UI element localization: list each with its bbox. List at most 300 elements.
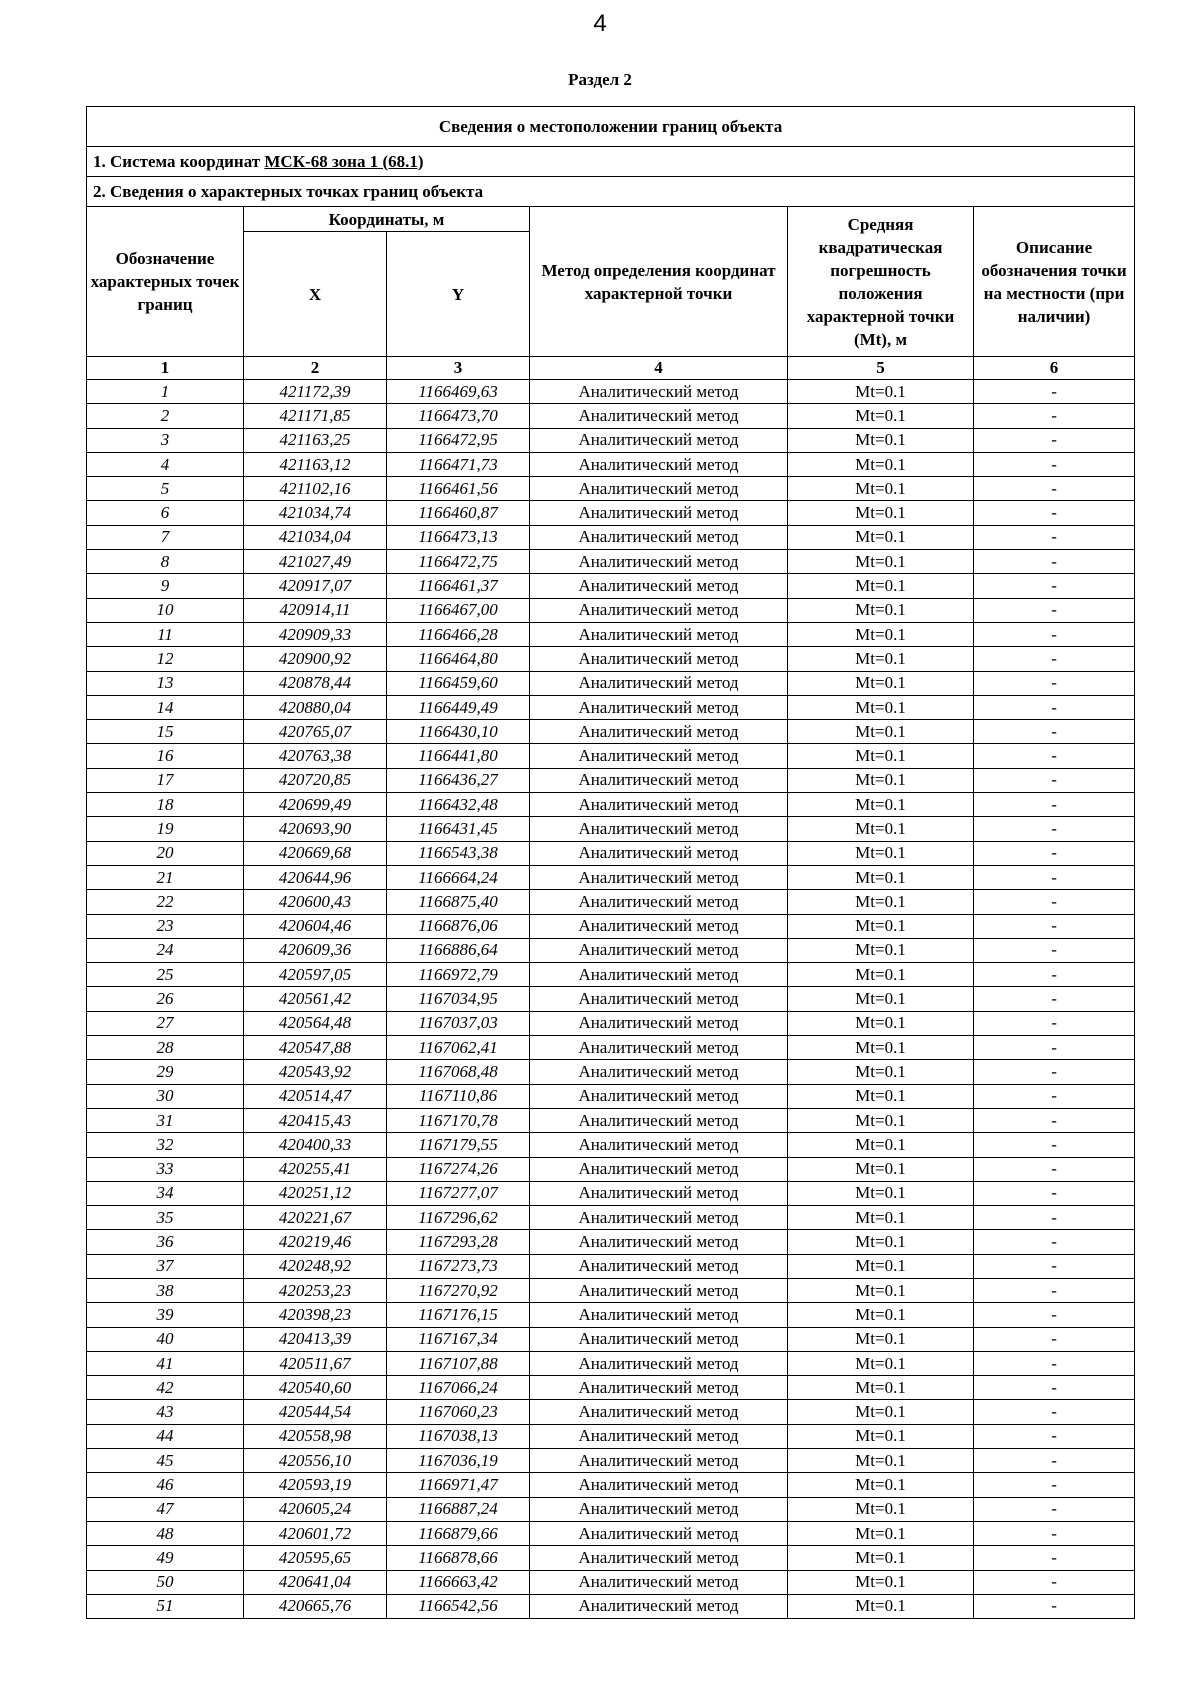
description-cell: -: [974, 1133, 1135, 1157]
header-designation: Обозначение характерных точек границ: [87, 207, 244, 357]
y-coordinate-cell: 1167293,28: [387, 1230, 530, 1254]
x-coordinate-cell: 420605,24: [244, 1497, 387, 1521]
table-row: [87, 671, 1135, 695]
description-cell: -: [974, 550, 1135, 574]
description-cell: -: [974, 1400, 1135, 1424]
description-cell: -: [974, 1108, 1135, 1132]
point-number-cell: 10: [87, 598, 244, 622]
x-coordinate-cell: 421034,74: [244, 501, 387, 525]
x-coordinate-cell: 420595,65: [244, 1546, 387, 1570]
x-coordinate-cell: 420917,07: [244, 574, 387, 598]
error-cell: Mt=0.1: [788, 1473, 974, 1497]
y-coordinate-cell: 1166972,79: [387, 963, 530, 987]
error-cell: Mt=0.1: [788, 744, 974, 768]
method-cell: Аналитический метод: [530, 1084, 788, 1108]
column-number: 2: [244, 357, 387, 380]
method-cell: Аналитический метод: [530, 744, 788, 768]
y-coordinate-cell: 1166875,40: [387, 890, 530, 914]
y-coordinate-cell: 1166664,24: [387, 865, 530, 889]
y-coordinate-cell: 1167274,26: [387, 1157, 530, 1181]
description-cell: -: [974, 914, 1135, 938]
description-cell: -: [974, 890, 1135, 914]
y-coordinate-cell: 1166886,64: [387, 938, 530, 962]
method-cell: Аналитический метод: [530, 938, 788, 962]
x-coordinate-cell: 420900,92: [244, 647, 387, 671]
description-cell: -: [974, 1327, 1135, 1351]
description-cell: -: [974, 1206, 1135, 1230]
error-cell: Mt=0.1: [788, 793, 974, 817]
error-cell: Mt=0.1: [788, 1521, 974, 1545]
point-number-cell: 1: [87, 380, 244, 404]
x-coordinate-cell: 420564,48: [244, 1011, 387, 1035]
method-cell: Аналитический метод: [530, 1133, 788, 1157]
description-cell: -: [974, 1278, 1135, 1302]
x-coordinate-cell: 420763,38: [244, 744, 387, 768]
y-coordinate-cell: 1166471,73: [387, 452, 530, 476]
x-coordinate-cell: 421163,12: [244, 452, 387, 476]
point-number-cell: 30: [87, 1084, 244, 1108]
description-cell: -: [974, 671, 1135, 695]
x-coordinate-cell: 420248,92: [244, 1254, 387, 1278]
header-error: [788, 207, 974, 357]
description-cell: -: [974, 1036, 1135, 1060]
y-coordinate-cell: 1166971,47: [387, 1473, 530, 1497]
description-cell: -: [974, 1449, 1135, 1473]
table-row: [87, 1157, 1135, 1181]
method-cell: Аналитический метод: [530, 428, 788, 452]
table-row: [87, 720, 1135, 744]
error-cell: Mt=0.1: [788, 574, 974, 598]
point-number-cell: 29: [87, 1060, 244, 1084]
point-number-cell: 11: [87, 622, 244, 646]
x-coordinate-cell: 420253,23: [244, 1278, 387, 1302]
point-number-cell: 21: [87, 865, 244, 889]
y-coordinate-cell: 1167179,55: [387, 1133, 530, 1157]
method-cell: Аналитический метод: [530, 1376, 788, 1400]
description-cell: -: [974, 1011, 1135, 1035]
method-cell: Аналитический метод: [530, 1473, 788, 1497]
description-cell: -: [974, 501, 1135, 525]
description-cell: -: [974, 1424, 1135, 1448]
table-row: [87, 1133, 1135, 1157]
description-cell: -: [974, 720, 1135, 744]
x-coordinate-cell: 420597,05: [244, 963, 387, 987]
y-coordinate-cell: 1167034,95: [387, 987, 530, 1011]
x-coordinate-cell: 420398,23: [244, 1303, 387, 1327]
point-number-cell: 19: [87, 817, 244, 841]
y-coordinate-cell: 1167066,24: [387, 1376, 530, 1400]
y-coordinate-cell: 1166459,60: [387, 671, 530, 695]
x-coordinate-cell: 420413,39: [244, 1327, 387, 1351]
method-cell: Аналитический метод: [530, 1303, 788, 1327]
x-coordinate-cell: 420511,67: [244, 1351, 387, 1375]
point-number-cell: 49: [87, 1546, 244, 1570]
header-error-text: Средняя квадратическая погрешность положения характерной точки (Mt), м: [806, 214, 955, 349]
point-number-cell: 12: [87, 647, 244, 671]
method-cell: Аналитический метод: [530, 1327, 788, 1351]
point-number-cell: 31: [87, 1108, 244, 1132]
x-coordinate-cell: 420600,43: [244, 890, 387, 914]
y-coordinate-cell: 1167110,86: [387, 1084, 530, 1108]
x-coordinate-cell: 420219,46: [244, 1230, 387, 1254]
method-cell: Аналитический метод: [530, 1036, 788, 1060]
table-row: [87, 865, 1135, 889]
method-cell: Аналитический метод: [530, 1060, 788, 1084]
point-number-cell: 9: [87, 574, 244, 598]
y-coordinate-cell: 1167107,88: [387, 1351, 530, 1375]
error-cell: Mt=0.1: [788, 1570, 974, 1594]
y-coordinate-cell: 1166449,49: [387, 695, 530, 719]
description-cell: -: [974, 1351, 1135, 1375]
error-cell: Mt=0.1: [788, 1400, 974, 1424]
point-number-cell: 16: [87, 744, 244, 768]
error-cell: Mt=0.1: [788, 865, 974, 889]
error-cell: Mt=0.1: [788, 380, 974, 404]
description-cell: -: [974, 404, 1135, 428]
point-number-cell: 48: [87, 1521, 244, 1545]
y-coordinate-cell: 1167062,41: [387, 1036, 530, 1060]
point-number-cell: 3: [87, 428, 244, 452]
coord-system-line: [87, 147, 1135, 177]
table-row: [87, 1036, 1135, 1060]
y-coordinate-cell: 1167176,15: [387, 1303, 530, 1327]
y-coordinate-cell: 1167068,48: [387, 1060, 530, 1084]
y-coordinate-cell: 1166542,56: [387, 1594, 530, 1618]
header-x: X: [244, 232, 387, 357]
method-cell: Аналитический метод: [530, 647, 788, 671]
x-coordinate-cell: 420415,43: [244, 1108, 387, 1132]
y-coordinate-cell: 1166436,27: [387, 768, 530, 792]
point-number-cell: 44: [87, 1424, 244, 1448]
y-coordinate-cell: 1167038,13: [387, 1424, 530, 1448]
method-cell: Аналитический метод: [530, 525, 788, 549]
method-cell: Аналитический метод: [530, 1424, 788, 1448]
x-coordinate-cell: 420693,90: [244, 817, 387, 841]
table-row: [87, 695, 1135, 719]
point-number-cell: 6: [87, 501, 244, 525]
method-cell: Аналитический метод: [530, 914, 788, 938]
table-row: [87, 501, 1135, 525]
error-cell: Mt=0.1: [788, 1133, 974, 1157]
table-row: [87, 380, 1135, 404]
x-coordinate-cell: 421172,39: [244, 380, 387, 404]
method-cell: Аналитический метод: [530, 1206, 788, 1230]
error-cell: Mt=0.1: [788, 1060, 974, 1084]
x-coordinate-cell: 420251,12: [244, 1181, 387, 1205]
point-number-cell: 20: [87, 841, 244, 865]
method-cell: Аналитический метод: [530, 1594, 788, 1618]
table-row: [87, 622, 1135, 646]
point-number-cell: 37: [87, 1254, 244, 1278]
table-row: [87, 1424, 1135, 1448]
method-cell: Аналитический метод: [530, 1449, 788, 1473]
table-row: [87, 1060, 1135, 1084]
method-cell: Аналитический метод: [530, 695, 788, 719]
table-row: [87, 744, 1135, 768]
error-cell: Mt=0.1: [788, 1157, 974, 1181]
section-title: Раздел 2: [568, 70, 632, 89]
method-cell: Аналитический метод: [530, 1570, 788, 1594]
error-cell: Mt=0.1: [788, 1108, 974, 1132]
table-row: [87, 598, 1135, 622]
point-number-cell: 24: [87, 938, 244, 962]
column-number: 1: [87, 357, 244, 380]
error-cell: Mt=0.1: [788, 1351, 974, 1375]
error-cell: Mt=0.1: [788, 695, 974, 719]
table-row: [87, 574, 1135, 598]
point-number-cell: 27: [87, 1011, 244, 1035]
method-cell: Аналитический метод: [530, 768, 788, 792]
table-row: [87, 477, 1135, 501]
table-row: [87, 963, 1135, 987]
y-coordinate-cell: 1166473,70: [387, 404, 530, 428]
error-cell: Mt=0.1: [788, 720, 974, 744]
x-coordinate-cell: 420878,44: [244, 671, 387, 695]
error-cell: Mt=0.1: [788, 1497, 974, 1521]
point-number-cell: 18: [87, 793, 244, 817]
table-row: [87, 1278, 1135, 1302]
point-number-cell: 25: [87, 963, 244, 987]
table-row: [87, 1303, 1135, 1327]
description-cell: -: [974, 1230, 1135, 1254]
description-cell: -: [974, 1497, 1135, 1521]
description-cell: -: [974, 768, 1135, 792]
error-cell: Mt=0.1: [788, 477, 974, 501]
description-cell: -: [974, 525, 1135, 549]
y-coordinate-cell: 1166461,56: [387, 477, 530, 501]
method-cell: Аналитический метод: [530, 1521, 788, 1545]
method-cell: Аналитический метод: [530, 501, 788, 525]
x-coordinate-cell: 420914,11: [244, 598, 387, 622]
coord-system-prefix: 1. Система координат: [93, 151, 265, 171]
x-coordinate-cell: 420400,33: [244, 1133, 387, 1157]
error-cell: Mt=0.1: [788, 841, 974, 865]
y-coordinate-cell: 1166876,06: [387, 914, 530, 938]
table-row: [87, 1521, 1135, 1545]
method-cell: Аналитический метод: [530, 1278, 788, 1302]
x-coordinate-cell: 420641,04: [244, 1570, 387, 1594]
error-cell: Mt=0.1: [788, 622, 974, 646]
point-number-cell: 23: [87, 914, 244, 938]
x-coordinate-cell: 420558,98: [244, 1424, 387, 1448]
x-coordinate-cell: 420609,36: [244, 938, 387, 962]
y-coordinate-cell: 1167270,92: [387, 1278, 530, 1302]
point-number-cell: 35: [87, 1206, 244, 1230]
point-number-cell: 45: [87, 1449, 244, 1473]
description-cell: -: [974, 1254, 1135, 1278]
y-coordinate-cell: 1167170,78: [387, 1108, 530, 1132]
error-cell: Mt=0.1: [788, 987, 974, 1011]
error-cell: Mt=0.1: [788, 647, 974, 671]
point-number-cell: 32: [87, 1133, 244, 1157]
description-cell: -: [974, 841, 1135, 865]
method-cell: Аналитический метод: [530, 404, 788, 428]
x-coordinate-cell: 420880,04: [244, 695, 387, 719]
y-coordinate-cell: 1166878,66: [387, 1546, 530, 1570]
x-coordinate-cell: 420644,96: [244, 865, 387, 889]
error-cell: Mt=0.1: [788, 1303, 974, 1327]
header-description: Описание обозначения точки на местности (при наличии): [974, 207, 1135, 357]
error-cell: Mt=0.1: [788, 1084, 974, 1108]
point-number-cell: 39: [87, 1303, 244, 1327]
error-cell: Mt=0.1: [788, 501, 974, 525]
description-cell: -: [974, 1060, 1135, 1084]
method-cell: Аналитический метод: [530, 720, 788, 744]
table-row: [87, 938, 1135, 962]
x-coordinate-cell: 420765,07: [244, 720, 387, 744]
table-row: [87, 1230, 1135, 1254]
y-coordinate-cell: 1166469,63: [387, 380, 530, 404]
x-coordinate-cell: 420514,47: [244, 1084, 387, 1108]
column-number: 5: [788, 357, 974, 380]
method-cell: Аналитический метод: [530, 1351, 788, 1375]
point-number-cell: 41: [87, 1351, 244, 1375]
method-cell: Аналитический метод: [530, 1400, 788, 1424]
table-row: [87, 987, 1135, 1011]
description-cell: -: [974, 1546, 1135, 1570]
method-cell: Аналитический метод: [530, 1108, 788, 1132]
table-row: [87, 1327, 1135, 1351]
table-row: [87, 1351, 1135, 1375]
error-cell: Mt=0.1: [788, 1181, 974, 1205]
table-row: [87, 452, 1135, 476]
error-cell: Mt=0.1: [788, 938, 974, 962]
error-cell: Mt=0.1: [788, 452, 974, 476]
x-coordinate-cell: 420699,49: [244, 793, 387, 817]
column-number-row: [87, 357, 1135, 380]
point-number-cell: 28: [87, 1036, 244, 1060]
error-cell: Mt=0.1: [788, 1376, 974, 1400]
method-cell: Аналитический метод: [530, 1546, 788, 1570]
x-coordinate-cell: 420593,19: [244, 1473, 387, 1497]
table-row: [87, 1497, 1135, 1521]
y-coordinate-cell: 1166472,95: [387, 428, 530, 452]
column-number: 4: [530, 357, 788, 380]
description-cell: -: [974, 1594, 1135, 1618]
point-number-cell: 43: [87, 1400, 244, 1424]
boundary-points-table: [86, 106, 1135, 1619]
table-row: [87, 793, 1135, 817]
description-cell: -: [974, 1181, 1135, 1205]
method-cell: Аналитический метод: [530, 1254, 788, 1278]
x-coordinate-cell: 421027,49: [244, 550, 387, 574]
table-row: [87, 1570, 1135, 1594]
method-cell: Аналитический метод: [530, 671, 788, 695]
method-cell: Аналитический метод: [530, 841, 788, 865]
table-row: [87, 647, 1135, 671]
description-cell: -: [974, 1157, 1135, 1181]
y-coordinate-cell: 1166472,75: [387, 550, 530, 574]
point-number-cell: 5: [87, 477, 244, 501]
x-coordinate-cell: 420604,46: [244, 914, 387, 938]
point-number-cell: 7: [87, 525, 244, 549]
point-number-cell: 17: [87, 768, 244, 792]
x-coordinate-cell: 420540,60: [244, 1376, 387, 1400]
error-cell: Mt=0.1: [788, 1327, 974, 1351]
method-cell: Аналитический метод: [530, 987, 788, 1011]
y-coordinate-cell: 1167167,34: [387, 1327, 530, 1351]
table-row: [87, 1011, 1135, 1035]
error-cell: Mt=0.1: [788, 963, 974, 987]
method-cell: Аналитический метод: [530, 963, 788, 987]
description-cell: -: [974, 380, 1135, 404]
header-y: Y: [387, 232, 530, 357]
table-row: [87, 1594, 1135, 1618]
method-cell: Аналитический метод: [530, 1497, 788, 1521]
method-cell: Аналитический метод: [530, 477, 788, 501]
table-row: [87, 1108, 1135, 1132]
error-cell: Mt=0.1: [788, 404, 974, 428]
description-cell: -: [974, 452, 1135, 476]
method-cell: Аналитический метод: [530, 1181, 788, 1205]
table-row: [87, 1400, 1135, 1424]
method-cell: Аналитический метод: [530, 550, 788, 574]
y-coordinate-cell: 1166464,80: [387, 647, 530, 671]
table-row: [87, 1206, 1135, 1230]
y-coordinate-cell: 1167277,07: [387, 1181, 530, 1205]
y-coordinate-cell: 1166441,80: [387, 744, 530, 768]
point-number-cell: 15: [87, 720, 244, 744]
header-method: Метод определения координат характерной точки: [530, 207, 788, 357]
y-coordinate-cell: 1166543,38: [387, 841, 530, 865]
point-number-cell: 22: [87, 890, 244, 914]
description-cell: -: [974, 477, 1135, 501]
method-cell: Аналитический метод: [530, 1230, 788, 1254]
x-coordinate-cell: 420544,54: [244, 1400, 387, 1424]
description-cell: -: [974, 963, 1135, 987]
description-cell: -: [974, 865, 1135, 889]
point-number-cell: 33: [87, 1157, 244, 1181]
column-number: 6: [974, 357, 1135, 380]
y-coordinate-cell: 1167037,03: [387, 1011, 530, 1035]
error-cell: Mt=0.1: [788, 914, 974, 938]
x-coordinate-cell: 420547,88: [244, 1036, 387, 1060]
table-row: [87, 550, 1135, 574]
point-number-cell: 51: [87, 1594, 244, 1618]
description-cell: -: [974, 1521, 1135, 1545]
description-cell: -: [974, 428, 1135, 452]
table-row: [87, 1473, 1135, 1497]
point-number-cell: 47: [87, 1497, 244, 1521]
error-cell: Mt=0.1: [788, 1278, 974, 1302]
method-cell: Аналитический метод: [530, 380, 788, 404]
description-cell: -: [974, 793, 1135, 817]
column-number: 3: [387, 357, 530, 380]
x-coordinate-cell: 421102,16: [244, 477, 387, 501]
x-coordinate-cell: 421171,85: [244, 404, 387, 428]
y-coordinate-cell: 1166461,37: [387, 574, 530, 598]
y-coordinate-cell: 1166467,00: [387, 598, 530, 622]
error-cell: Mt=0.1: [788, 671, 974, 695]
x-coordinate-cell: 420543,92: [244, 1060, 387, 1084]
y-coordinate-cell: 1167036,19: [387, 1449, 530, 1473]
error-cell: Mt=0.1: [788, 1254, 974, 1278]
x-coordinate-cell: 420665,76: [244, 1594, 387, 1618]
y-coordinate-cell: 1166431,45: [387, 817, 530, 841]
header-coordinates: Координаты, м: [244, 207, 530, 232]
description-cell: -: [974, 744, 1135, 768]
description-cell: -: [974, 622, 1135, 646]
table-row: [87, 1546, 1135, 1570]
error-cell: Mt=0.1: [788, 1594, 974, 1618]
method-cell: Аналитический метод: [530, 574, 788, 598]
method-cell: Аналитический метод: [530, 865, 788, 889]
method-cell: Аналитический метод: [530, 452, 788, 476]
x-coordinate-cell: 420255,41: [244, 1157, 387, 1181]
error-cell: Mt=0.1: [788, 1036, 974, 1060]
point-number-cell: 14: [87, 695, 244, 719]
page-number: 4: [593, 10, 607, 37]
